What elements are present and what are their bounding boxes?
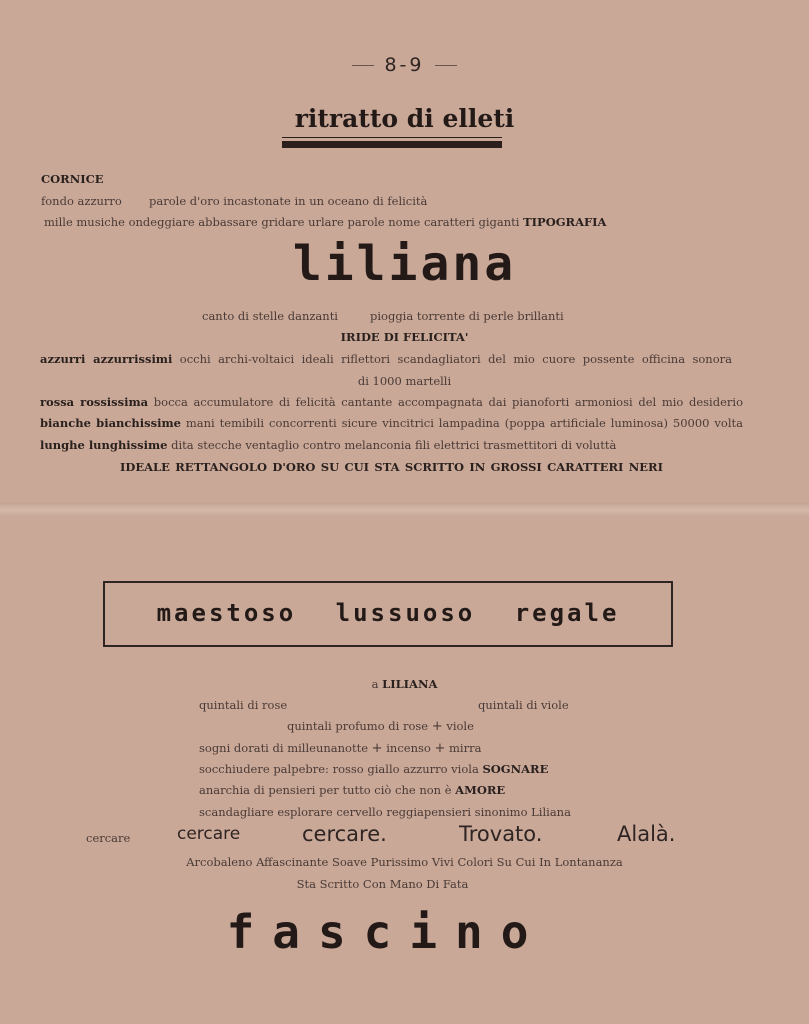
alala-word: Alalà. [617,822,676,846]
bocca-bold: rossa rossissima [40,395,149,409]
line-sogni [199,741,481,756]
line-dedica [0,677,809,691]
cercare-large: cercare. [302,822,387,846]
line-profumo [287,719,474,734]
profumo-b: viole [446,719,474,733]
line-ideale: IDEALE RETTANGOLO D'ORO SU CUI STA SCRITTO IN GROSSI CARATTERI NERI [120,460,663,474]
sogni-a: sogni dorati di milleunanotte [199,741,369,755]
anarchia-text: anarchia di pensieri per tutto ciò che non è [199,783,452,797]
plus-sign: + [434,741,446,756]
line-scandagliare: scandagliare esplorare cervello reggiapensieri sinonimo Liliana [199,805,571,819]
frame-box [103,581,673,647]
occhi-text: occhi archi-voltaici ideali riflettori scandagliatori del mio cuore possente officina sonora [179,352,732,366]
line-musiche-bold: TIPOGRAFIA [523,215,607,229]
page-fold [0,503,809,517]
line-canto: canto di stelle danzanti [202,309,338,323]
title-underline [282,137,502,138]
occhi-bold: azzurri azzurrissimi [40,352,173,366]
line-rose: quintali di rose [199,698,288,712]
page-number: 8-9 [0,54,809,76]
plus-sign: + [371,741,383,756]
dita-text: dita stecche ventaglio contro melanconia fili elettrici trasmettitori di voluttà [171,438,617,452]
cercare-medium: cercare [177,824,241,844]
line-arcobaleno: Arcobaleno Affascinante Soave Purissimo Vivi Colori Su Cui In Lontananza [186,855,623,869]
line-fondo: fondo azzurro [41,194,122,208]
plus-sign: + [431,719,443,734]
mani-text: mani temibili concorrenti sicure vincitrici lampadina (poppa artificiale luminosa) 50000 volta [185,416,743,430]
big-name-liliana: liliana [292,236,517,292]
line-iride: IRIDE DI FELICITA' [340,330,469,344]
mani-bold: bianche bianchissime [40,416,181,430]
line-martelli: di 1000 martelli [357,374,452,388]
cornice-label: CORNICE [41,172,104,186]
dita-bold: lunghe lunghissime [40,438,168,452]
line-mani [40,416,743,430]
frame-text: maestoso lussuoso regale [156,599,620,627]
line-parole: parole d'oro incastonate in un oceano di felicità [149,194,428,208]
line-viole: quintali di viole [478,698,569,712]
trovato-word: Trovato. [459,822,543,846]
dedica-prefix: a [371,677,379,691]
line-anarchia [199,783,505,797]
socchiudere-text: socchiudere palpebre: rosso giallo azzurro viola [199,762,479,776]
sognare-bold: SOGNARE [482,762,549,776]
line-bocca [40,395,743,409]
bocca-text: bocca accumulatore di felicità cantante accompagnata dai pianoforti armoniosi del mio desiderio [153,395,743,409]
line-scritto: Sta Scritto Con Mano Di Fata [296,877,469,891]
dedica-name: LILIANA [382,677,438,691]
amore-bold: AMORE [455,783,506,797]
line-dita [40,438,616,452]
line-socchiudere [199,762,548,776]
line-musiche-text: mille musiche ondeggiare abbassare gridare urlare parole nome caratteri giganti [44,215,520,229]
sogni-c: mirra [449,741,482,755]
sogni-b: incenso [386,741,431,755]
profumo-a: quintali profumo di rose [287,719,429,733]
line-occhi [40,352,732,366]
title-bar [282,141,502,148]
line-pioggia: pioggia torrente di perle brillanti [370,309,564,323]
page-title: ritratto di elleti [294,104,515,133]
cercare-small: cercare [86,831,131,845]
big-word-fascino: fascino [226,905,547,959]
line-musiche [44,215,606,229]
